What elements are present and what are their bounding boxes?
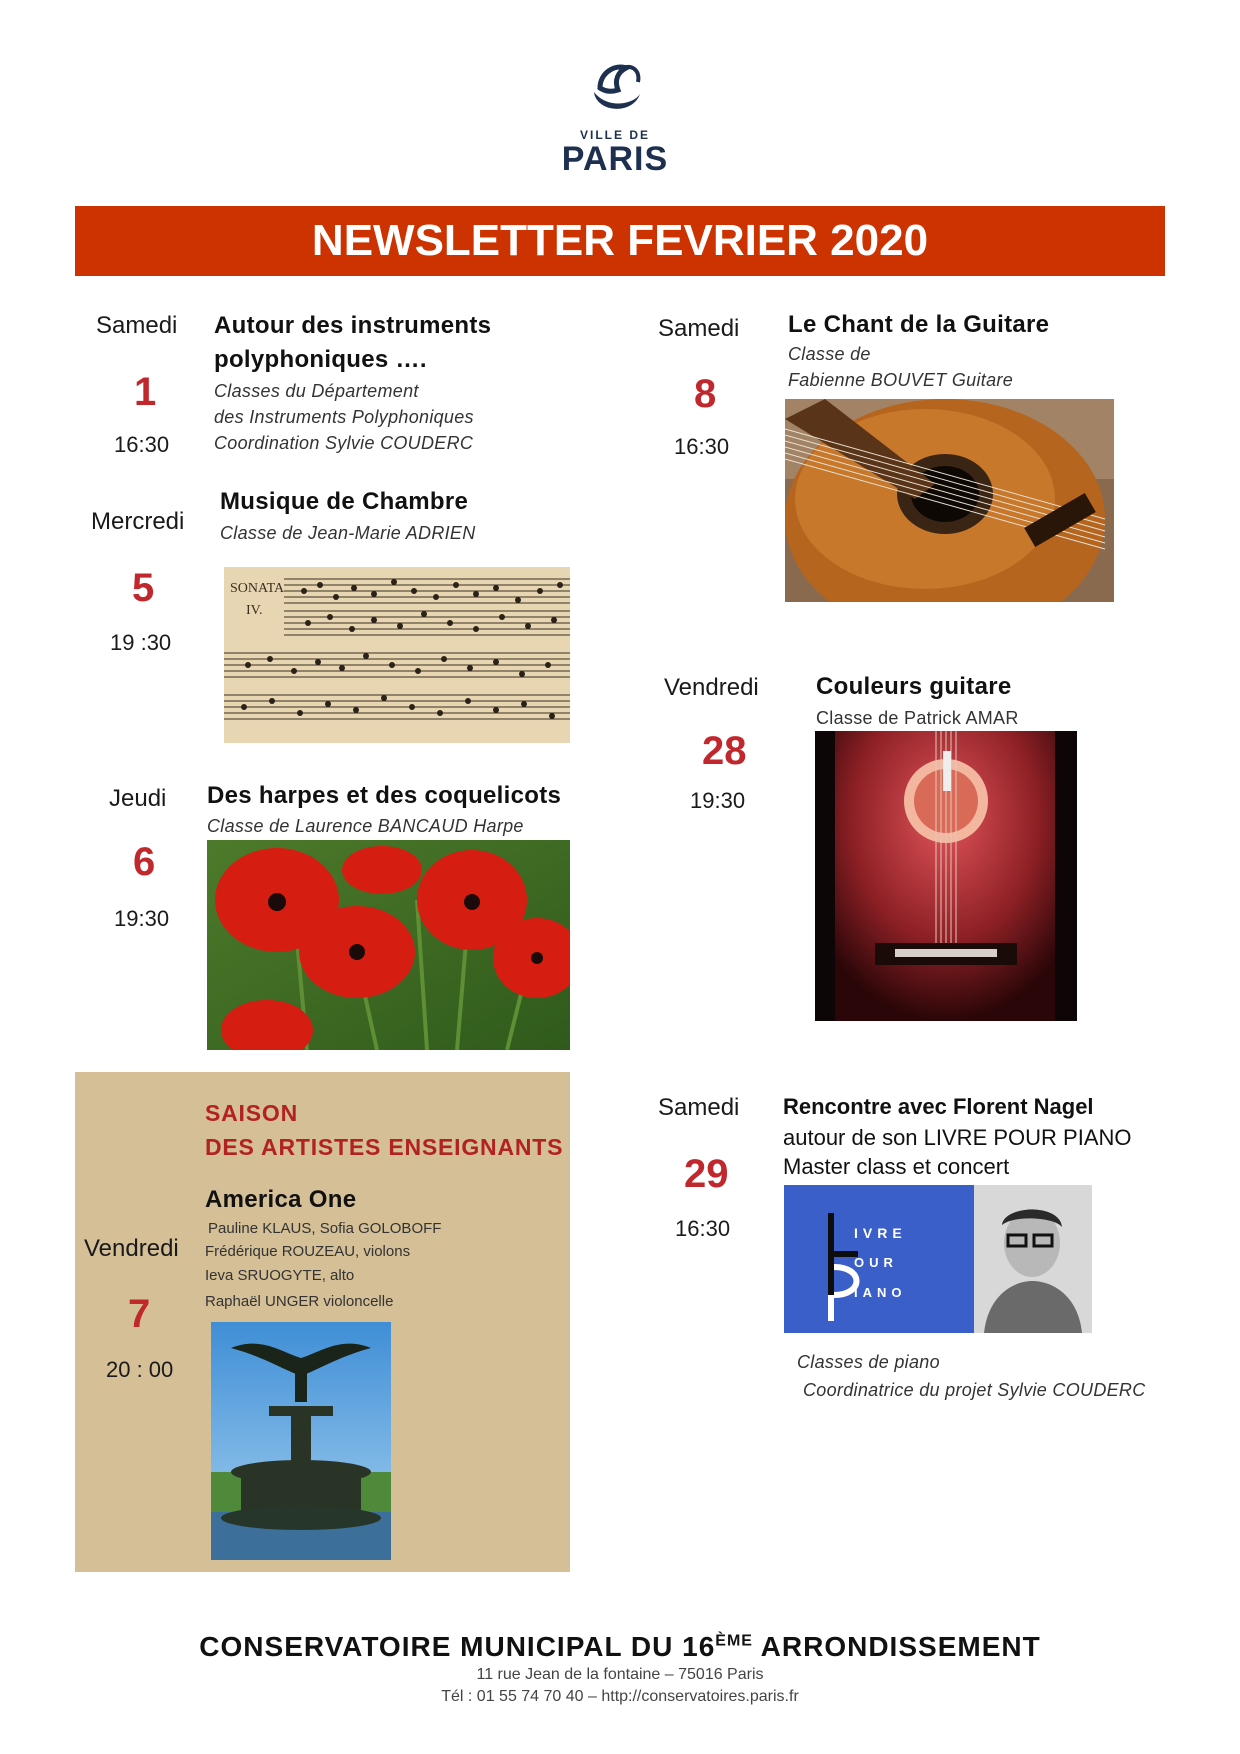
newsletter-banner: NEWSLETTER FEVRIER 2020 <box>75 206 1165 276</box>
event-28-title: Couleurs guitare <box>816 673 1012 700</box>
event-7-performers-3: Ieva SRUOGYTE, alto <box>205 1267 355 1284</box>
footer-title-b: ARRONDISSEMENT <box>752 1631 1041 1662</box>
event-29-time: 16:30 <box>675 1216 731 1241</box>
event-5-date: 5 <box>132 566 155 610</box>
saison-heading-1: SAISON <box>205 1100 298 1126</box>
event-1-sub2: des Instruments Polyphoniques <box>214 407 474 427</box>
event-1-sub3: Coordination Sylvie COUDERC <box>214 433 474 453</box>
event-6-title: Des harpes et des coquelicots <box>207 782 562 809</box>
event-29-title: Rencontre avec Florent Nagel <box>783 1094 1094 1119</box>
event-7-performers-1: Pauline KLAUS, Sofia GOLOBOFF <box>208 1220 442 1237</box>
book-title-1: IVRE <box>854 1225 907 1241</box>
livre-pour-piano-cover <box>784 1185 974 1333</box>
event-6-sub: Classe de Laurence BANCAUD Harpe <box>207 816 524 836</box>
event-8-date: 8 <box>694 372 717 416</box>
event-8-sub1: Classe de <box>788 344 871 364</box>
ville-de-paris-logo <box>555 58 675 186</box>
event-6-date: 6 <box>133 840 156 884</box>
event-8-time: 16:30 <box>674 434 730 459</box>
event-6-day: Jeudi <box>109 785 167 812</box>
event-8-title: Le Chant de la Guitare <box>788 311 1050 338</box>
footer-contact: Tél : 01 55 74 70 40 – http://conservatoires.paris.fr <box>441 1688 799 1705</box>
event-29-note1: Classes de piano <box>797 1352 940 1372</box>
event-1-title-line2: polyphoniques …. <box>214 346 427 373</box>
logo-small-text: VILLE DE <box>579 128 650 142</box>
event-28-time: 19:30 <box>690 788 746 813</box>
event-28-sub: Classe de Patrick AMAR <box>816 708 1019 728</box>
event-5-time: 19 :30 <box>110 630 172 655</box>
event-7-performers-2: Frédérique ROUZEAU, violons <box>205 1243 411 1260</box>
sheet-music-image <box>224 567 570 743</box>
paris-ship-icon <box>580 58 650 128</box>
event-5-title: Musique de Chambre <box>220 488 469 515</box>
event-1-sub1: Classes du Département <box>214 381 419 401</box>
red-guitar-image <box>815 731 1077 1021</box>
event-1-date: 1 <box>134 370 157 414</box>
event-28-day: Vendredi <box>664 674 759 701</box>
event-7-time: 20 : 00 <box>106 1357 174 1382</box>
poppies-image <box>207 840 570 1050</box>
event-28-date: 28 <box>702 729 747 773</box>
footer-address: 11 rue Jean de la fontaine – 75016 Paris <box>476 1666 764 1683</box>
score-label-1: SONATA <box>230 581 285 596</box>
event-7-date: 7 <box>128 1292 151 1336</box>
event-6-time: 19:30 <box>114 906 170 931</box>
saison-heading-2: DES ARTISTES ENSEIGNANTS <box>205 1134 564 1160</box>
logo-big-text: PARIS <box>561 140 669 178</box>
event-1-day: Samedi <box>96 312 178 339</box>
guitar-wood-image <box>785 399 1114 602</box>
footer-title <box>0 1631 1240 1663</box>
event-29-line2: autour de son LIVRE POUR PIANO <box>783 1125 1132 1150</box>
book-title-2: OUR <box>854 1255 898 1270</box>
footer-title-a: CONSERVATOIRE MUNICIPAL DU 16 <box>199 1631 716 1662</box>
event-7-performers-4: Raphaël UNGER violoncelle <box>205 1293 394 1310</box>
event-8-day: Samedi <box>658 315 740 342</box>
event-29-day: Samedi <box>658 1094 740 1121</box>
score-label-2: IV. <box>246 603 263 618</box>
book-title-3: IANO <box>854 1285 907 1300</box>
event-1-time: 16:30 <box>114 432 170 457</box>
florent-nagel-photo <box>974 1185 1092 1333</box>
fountain-image <box>211 1322 391 1560</box>
event-5-day: Mercredi <box>91 508 185 535</box>
event-1-title-line1: Autour des instruments <box>214 312 492 339</box>
event-7-day: Vendredi <box>84 1235 179 1262</box>
event-29-line3: Master class et concert <box>783 1154 1010 1179</box>
footer-title-sup: ÈME <box>715 1632 753 1650</box>
event-29-date: 29 <box>684 1152 729 1196</box>
event-8-sub2: Fabienne BOUVET Guitare <box>788 370 1014 390</box>
event-7-title: America One <box>205 1186 357 1213</box>
event-5-sub: Classe de Jean-Marie ADRIEN <box>220 523 476 543</box>
event-29-note2: Coordinatrice du projet Sylvie COUDERC <box>803 1380 1146 1400</box>
